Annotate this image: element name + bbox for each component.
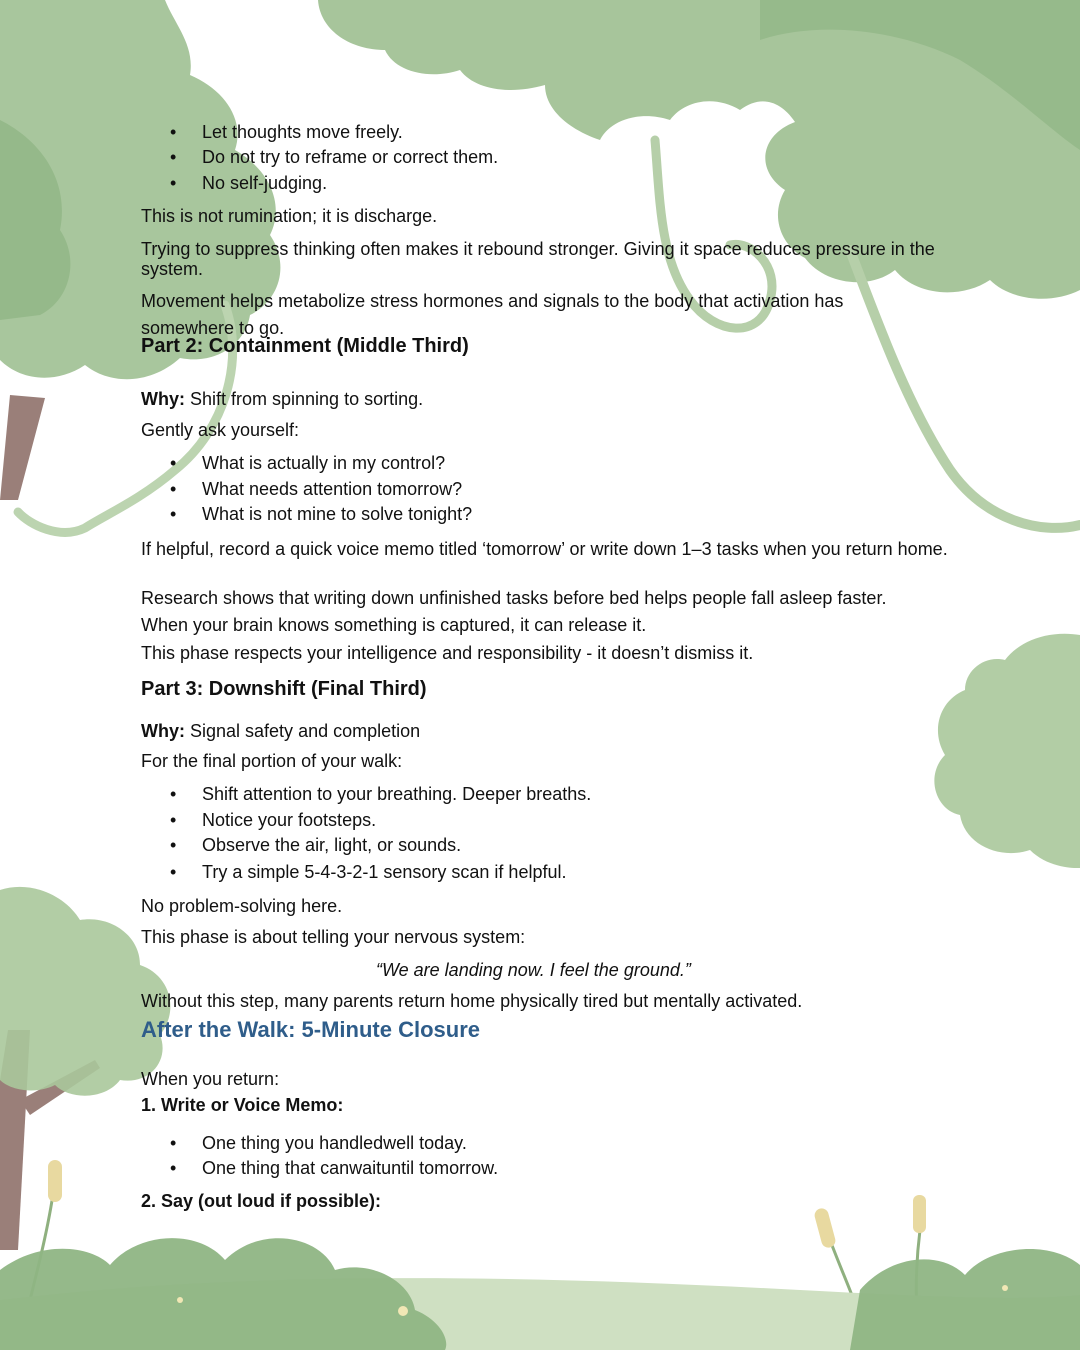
bullet-marker: • (170, 504, 177, 524)
why-line (141, 389, 423, 410)
list-item: Shift attention to your breathing. Deeper breaths. (202, 784, 592, 804)
bullet-marker: • (170, 122, 177, 142)
list-item: Observe the air, light, or sounds. (202, 835, 462, 855)
bullet-marker: • (170, 862, 177, 882)
bullet-marker: • (170, 784, 177, 804)
paragraph: This phase is about telling your nervous system: (141, 927, 526, 947)
paragraph: When you return: (141, 1069, 280, 1089)
paragraph: Movement helps metabolize stress hormones and signals to the body that activation has (141, 291, 844, 311)
why-text: Shift from spinning to sorting. (185, 389, 424, 409)
why-text: Signal safety and completion (185, 721, 421, 741)
list-item: Notice your footsteps. (202, 810, 377, 830)
paragraph: This phase respects your intelligence and responsibility - it doesn’t dismiss it. (141, 643, 754, 663)
list-item: What is not mine to solve tonight? (202, 504, 473, 524)
paragraph: Without this step, many parents return home physically tired but mentally activated. (141, 991, 803, 1011)
section-heading: Part 3: Downshift (Final Third) (141, 678, 427, 700)
paragraph: If helpful, record a quick voice memo titled ‘tomorrow’ or write down 1–3 tasks when you return home. (141, 539, 948, 559)
bullet-marker: • (170, 810, 177, 830)
list-item: One thing you handledwell today. (202, 1133, 467, 1153)
bullet-marker: • (170, 1133, 177, 1153)
paragraph: Research shows that writing down unfinished tasks before bed helps people fall asleep faster. (141, 588, 887, 608)
section-heading-blue: After the Walk: 5-Minute Closure (141, 1017, 480, 1042)
list-item: Do not try to reframe or correct them. (202, 147, 499, 167)
list-item: Let thoughts move freely. (202, 122, 403, 142)
bullet-marker: • (170, 173, 177, 193)
list-item: Try a simple 5-4-3-2-1 sensory scan if helpful. (202, 862, 567, 882)
bullet-marker: • (170, 1158, 177, 1178)
paragraph: Gently ask yourself: (141, 420, 300, 440)
why-label: Why: (141, 389, 185, 409)
list-item: No self-judging. (202, 173, 328, 193)
right-bush-icon (934, 634, 1080, 868)
paragraph: When your brain knows something is captured, it can release it. (141, 615, 647, 635)
paragraph: No problem-solving here. (141, 896, 343, 916)
paragraph: For the final portion of your walk: (141, 751, 403, 771)
bullet-marker: • (170, 835, 177, 855)
step-heading: 1. Write or Voice Memo: (141, 1095, 344, 1115)
bullet-marker: • (170, 453, 177, 473)
list-item: What is actually in my control? (202, 453, 446, 473)
why-label: Why: (141, 721, 185, 741)
bullet-marker: • (170, 147, 177, 167)
bullet-marker: • (170, 479, 177, 499)
quote: “We are landing now. I feel the ground.” (376, 960, 691, 980)
paragraph: somewhere to go. (141, 318, 285, 338)
why-line (141, 721, 420, 742)
list-item: One thing that canwaituntil tomorrow. (202, 1158, 499, 1178)
paragraph: Trying to suppress thinking often makes it rebound stronger. Giving it space reduces pressure in the system. (141, 239, 935, 279)
list-item: What needs attention tomorrow? (202, 479, 463, 499)
section-heading: Part 2: Containment (Middle Third) (141, 335, 469, 357)
step-heading: 2. Say (out loud if possible): (141, 1191, 382, 1211)
paragraph: This is not rumination; it is discharge. (141, 206, 438, 226)
